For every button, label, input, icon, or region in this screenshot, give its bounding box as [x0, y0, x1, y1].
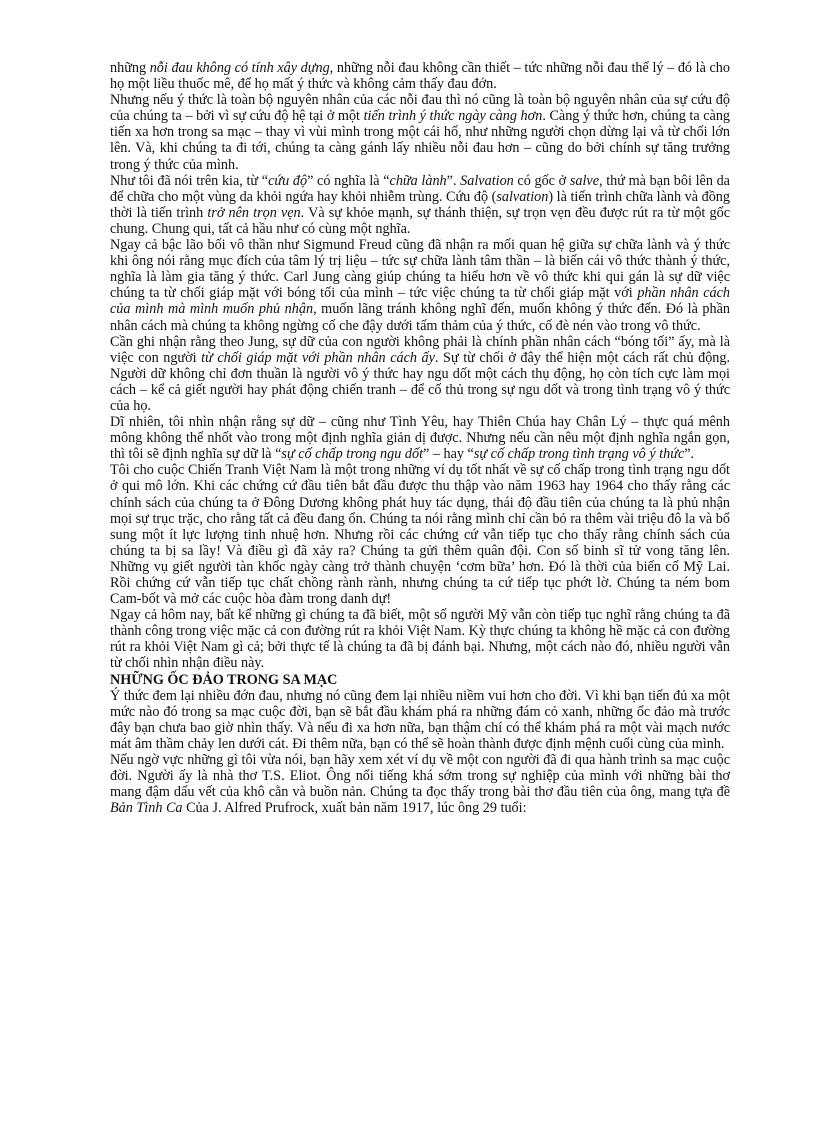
italic-text: sự cố chấp trong ngu dốt — [281, 446, 424, 463]
text-run: Nhưng nếu ý thức là toàn bộ nguyên nhân của các nỗi đau thì nó cũng là toàn bộ nguyên nhân của sự cứu độ của chúng ta – bởi vì sự cứu độ hệ tại ở một — [110, 92, 730, 125]
italic-text: Salvation — [460, 172, 514, 189]
italic-text: nỗi đau không có tính xây dựng — [149, 60, 330, 76]
text-run: . Và sự khỏe mạnh, sự thánh thiện, sự trọn vẹn đều được rút ra từ một gốc chung. Chung qui, tất cả hầu như có cùng một nghĩa. — [110, 204, 731, 237]
paragraph — [110, 607, 730, 671]
text-run: , muốn lãng tránh không nghĩ đến, muốn không ý thức đến. Đó là phần nhân cách mà chúng ta không ngừng cố che đậy dưới tấm thảm của ý thức, cố đè nén vào trong vô thức. — [110, 301, 730, 334]
italic-text: tiến trình ý thức ngày càng hơn — [363, 108, 543, 125]
italic-text: salve — [569, 172, 599, 189]
paragraph — [110, 92, 730, 172]
text-run: . Sự từ chối ở đây thể hiện một cách rất chủ động. Người dữ không chỉ đơn thuần là người vô ý thức hay ngu dốt một cách thụ động, họ còn tích cực làm mọi cách – kể cả giết người hay phát động chiến tranh – để cố thủ trong sự ngu dốt và trong tình trạng vô ý thức của họ. — [110, 349, 731, 414]
italic-text: trở nên trọn vẹn — [207, 204, 301, 221]
italic-text: cứu độ — [268, 172, 308, 189]
text-run: Cần ghi nhận rằng theo Jung, sự dữ của con người không phải là chính phần nhân cách “bóng tối” ấy, mà là việc con người — [110, 333, 730, 366]
text-run: , những nỗi đau không cần thiết – tức những nỗi đau thể lý – đó là cho họ một liều thuốc mê, để họ mất ý thức và không cảm thấy đau đớn. — [110, 60, 730, 93]
document-page — [110, 60, 730, 816]
italic-text: salvation — [496, 188, 549, 205]
text-run: . Càng ý thức hơn, chúng ta càng tiến xa hơn trong sa mạc – thay vì vùi mình trong một cái hố, như những người chọn dừng lại và từ chối lớn lên. Và, khi chúng ta đi tới, chúng ta càng gánh lấy nhiều nỗi đau hơn – cũng do bởi chính sự tăng trưởng trong ý thức của mình. — [110, 108, 731, 173]
text-run: ” có nghĩa là “ — [307, 172, 390, 189]
italic-text: phần nhân cách của mình mà mình muốn phủ nhận — [110, 285, 730, 318]
text-run: Ý thức đem lại nhiều đớn đau, nhưng nó cũng đem lại nhiều niềm vui hơn cho đời. Vì khi bạn tiến đủ xa một mức nào đó trong sa mạc cuộc đời, bạn sẽ bắt đầu khám phá ra những đám cỏ xanh, những ốc đảo mà trước đây bạn chưa bao giờ nhìn thấy. Và nếu đi xa hơn nữa, bạn thậm chí có thể khám phá ra một vài mạch nước mát âm thầm chảy len dưới cát. Đi thêm nữa, bạn có thể sẽ hoàn thành được định mệnh cuối cùng của mình. — [110, 687, 730, 752]
italic-text: từ chối giáp mặt với phần nhân cách ấy — [201, 349, 435, 366]
text-run: ” – hay “ — [423, 446, 474, 463]
paragraph — [110, 414, 730, 462]
text-run: Ngay cả hôm nay, bất kể những gì chúng ta đã biết, một số người Mỹ vẫn còn tiếp tục nghĩ rằng chúng ta đã thành công trong việc mặc cả con đường rút ra khỏi Việt Nam. Kỳ thực chúng ta không hề mặc cả con đường rút ra khỏi Việt Nam gì cả; bởi thực tế là chúng ta đã bị đánh bại. Nhưng, một cách nào đó, nhiều người vẫn từ chối nhìn nhận điều này. — [110, 607, 730, 672]
paragraph — [110, 173, 730, 237]
text-run: , thứ mà bạn bôi lên da để chữa cho một vùng da khỏi ngứa hay khỏi nhiễm trùng. Cứu độ ( — [110, 172, 730, 205]
italic-text: Bản Tình Ca — [110, 800, 183, 817]
text-run: Như tôi đã nói trên kia, từ “ — [110, 172, 269, 189]
paragraph — [110, 462, 730, 607]
section-heading: NHỮNG ỐC ĐẢO TRONG SA MẠC — [110, 671, 338, 688]
text-run: những — [110, 60, 150, 76]
text-run: Dĩ nhiên, tôi nhìn nhận rằng sự dữ – cũng như Tình Yêu, hay Thiên Chúa hay Chân Lý – thực quá mênh mông không thể nhốt vào trong một định nghĩa giản dị được. Nhưng nếu cần nêu một định nghĩa ngắn gọn, thì tôi sẽ định nghĩa sự dữ là “ — [110, 414, 730, 463]
text-run: ) là tiến trình chữa lành và đồng thời là tiến trình — [110, 188, 730, 221]
italic-text: chữa lành — [389, 172, 447, 189]
italic-text: sự cố chấp trong tình trạng vô ý thức — [473, 446, 685, 463]
text-run: có gốc ở — [513, 172, 570, 189]
text-run: Của J. Alfred Prufrock, xuất bản năm 1917, lúc ông 29 tuổi: — [182, 800, 527, 817]
paragraph — [110, 752, 730, 816]
text-run: Tôi cho cuộc Chiến Tranh Việt Nam là một trong những ví dụ tốt nhất về sự cố chấp trong tình trạng ngu dốt ở qui mô lớn. Khi các chứng cứ đầu tiên bắt đầu được thu thập vào năm 1963 hay 1964 cho thấy rằng các chính sách của chúng ta ở Đông Dương không phát huy tác dụng, thái độ đầu tiên của chúng ta là phủ nhận mọi sự trục trặc, cho rằng tất cả đều đang ổn. Chúng ta nói rằng mình chỉ cần bỏ ra thêm vài triệu đô la và bổ sung một ít lực lượng tinh nhuệ hơn. Nhưng rồi các chứng cứ vẫn tiếp tục cho thấy rằng chính sách của chúng ta bị sa lầy! Và điều gì đã xảy ra? Chúng ta gửi thêm quân đội. Con số binh sĩ tử vong tăng lên. Những vụ giết người tàn khốc ngày càng trở thành chuyện ‘cơm bữa’ hơn. Đó là thời của biến cố Mỹ Lai. Rồi chứng cứ vẫn tiếp tục chất chồng rành rành, nhưng chúng ta cứ tiếp tục phớt lờ. Chúng ta ném bom Cam-bốt và mở các cuộc hòa đàm trong danh dự! — [110, 462, 730, 608]
paragraph — [110, 237, 730, 334]
text-run: ”. — [684, 446, 695, 463]
text-run: Ngay cả bậc lão bối vô thần như Sigmund Freud cũng đã nhận ra mối quan hệ giữa sự chữa lành và ý thức khi ông nói rằng mục đích của tâm lý trị liệu – tức sự chữa lành tâm thần – là biến cái vô thức thành ý thức, nghĩa là làm gia tăng ý thức. Carl Jung càng giúp chúng ta hiểu hơn về vô thức khi qui gán là sự dữ việc chúng ta từ chối giáp mặt với bóng tối của mình – tức việc chúng ta từ chối giáp mặt với — [110, 237, 730, 302]
paragraph — [110, 334, 730, 414]
text-run: ”. — [446, 172, 461, 189]
paragraph — [110, 688, 730, 752]
paragraph — [110, 60, 730, 92]
text-run: Nếu ngờ vực những gì tôi vừa nói, bạn hãy xem xét ví dụ về một con người đã đi qua hành trình sa mạc cuộc đời. Người ấy là nhà thơ T.S. Eliot. Ông nổi tiếng khá sớm trong sự nghiệp của mình với những bài thơ mang đậm dấu vết của khô cằn và buồn nản. Chúng ta đọc thấy trong bài thơ đầu tiên của ông, mang tựa đề — [110, 752, 730, 801]
